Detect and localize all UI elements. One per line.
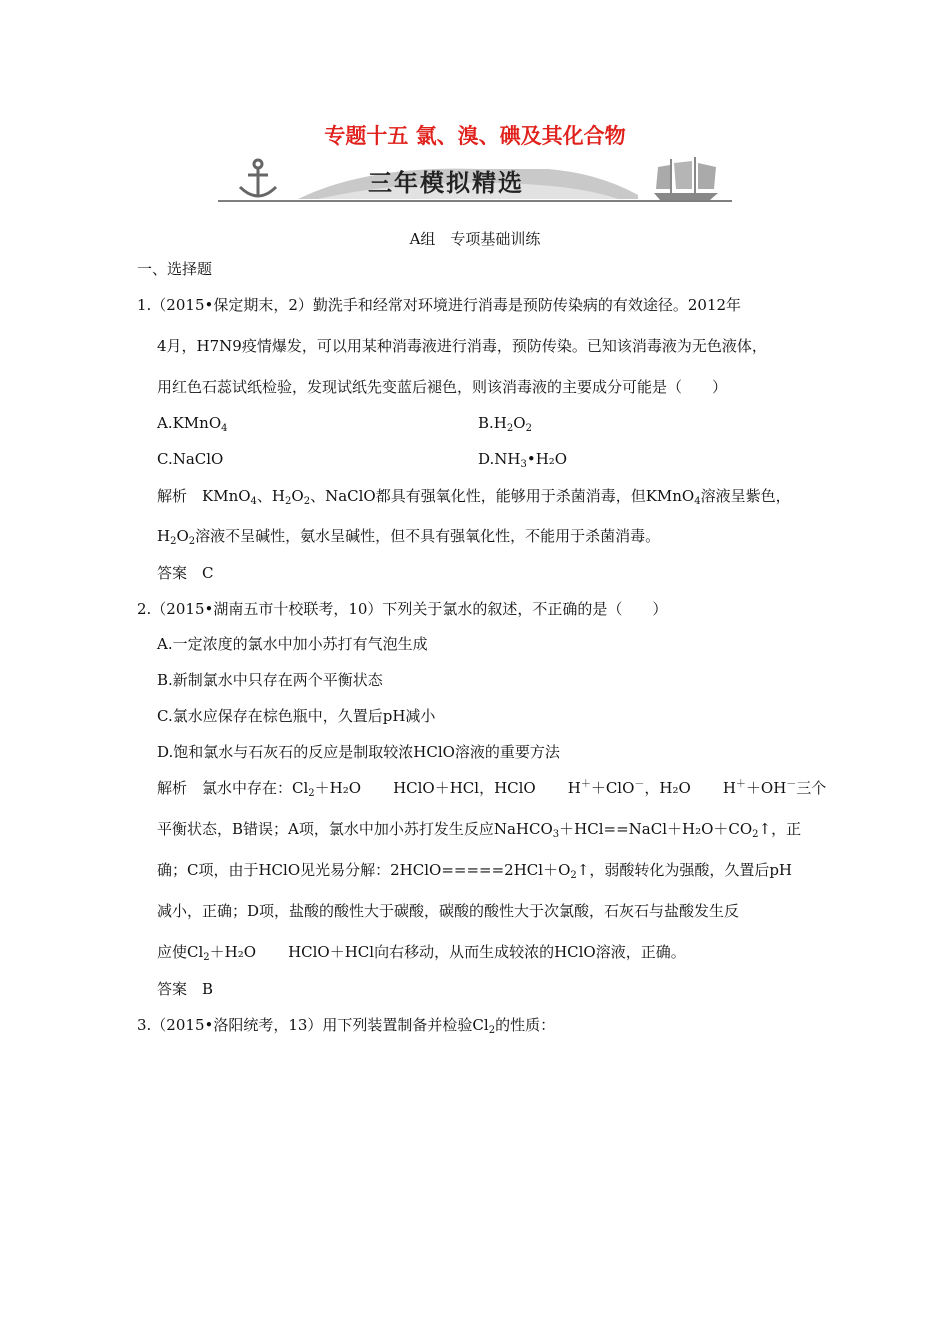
q1-stem-line: 4月，H7N9疫情爆发，可以用某种消毒液进行消毒，预防传染。已知该消毒液为无色液体， <box>157 337 767 355</box>
q2-explanation-line: 应使$Cl_2+H_2O$ HClO＋HCl向右移动，从而生成较浓的HClO溶液，正确。 <box>157 943 686 963</box>
banner-title: 三年模拟精选 <box>368 169 524 197</box>
section-banner <box>218 155 732 205</box>
section-heading: 一、选择题 <box>137 260 213 278</box>
q1-explanation-line: $H_2O_2$溶液不呈碱性，氨水呈碱性，但不具有强氧化性，不能用于杀菌消毒。 <box>157 527 661 547</box>
q2-option-b: B.新制氯水中只存在两个平衡状态 <box>157 671 383 689</box>
q3-stem: 3.（2015•洛阳统考，13）用下列装置制备并检验$Cl_2$的性质： <box>137 1016 556 1036</box>
q2-option-a: A.一定浓度的氯水中加小苏打有气泡生成 <box>157 635 428 653</box>
q2-explanation-line: 平衡状态，B错误；A项，氯水中加小苏打发生反应$NaHCO_3+HCl==NaCl+H_2O+CO_2↑$，正 <box>157 820 802 840</box>
q1-answer: 答案 C <box>157 564 214 582</box>
q2-explanation-line: 减小，正确；D项，盐酸的酸性大于碳酸，碳酸的酸性大于次氯酸，石灰石与盐酸发生反 <box>157 902 740 920</box>
q2-option-d: D.饱和氯水与石灰石的反应是制取较浓HClO溶液的重要方法 <box>157 743 560 761</box>
q1-stem-line: 用红色石蕊试纸检验，发现试纸先变蓝后褪色，则该消毒液的主要成分可能是（ ） <box>157 378 728 396</box>
q1-option-c: C.NaClO <box>157 450 224 468</box>
sailing-ship-icon <box>654 157 718 200</box>
q1-stem-line: 1.（2015•保定期末，2）勤洗手和经常对环境进行消毒是预防传染病的有效途径。2012年 <box>137 296 742 314</box>
q1-option-a: A.KMnO$_4$ <box>157 414 228 434</box>
q1-option-d: $D.NH_3•H_2O$ <box>478 450 568 470</box>
q2-option-c: C.氯水应保存在棕色瓶中，久置后pH减小 <box>157 707 436 725</box>
q2-answer: 答案 B <box>157 980 214 998</box>
q2-explanation-line: 解析 氯水中存在：$Cl_2+H_2O$ HClO＋HCl，HClO H＋＋ClO－，H₂O H＋＋OH－三个 <box>157 779 827 799</box>
group-heading: A组 专项基础训练 <box>409 230 541 248</box>
q1-option-b: $B.H_2O_2$ <box>478 414 532 434</box>
page-title: 专题十五 氯、溴、碘及其化合物 <box>324 124 626 148</box>
q1-explanation-line: 解析 KMnO$_4$、$H_2O_2$、NaClO都具有强氧化性，能够用于杀菌消毒，但KMnO$_4$溶液呈紫色， <box>157 487 791 507</box>
q2-explanation-line: 确；C项，由于HClO见光易分解：$2HClO=====2HCl+O_2↑$，弱酸转化为强酸，久置后pH <box>157 861 793 881</box>
anchor-icon <box>240 160 276 197</box>
q2-stem: 2.（2015•湖南五市十校联考，10）下列关于氯水的叙述，不正确的是（ ） <box>137 600 668 618</box>
